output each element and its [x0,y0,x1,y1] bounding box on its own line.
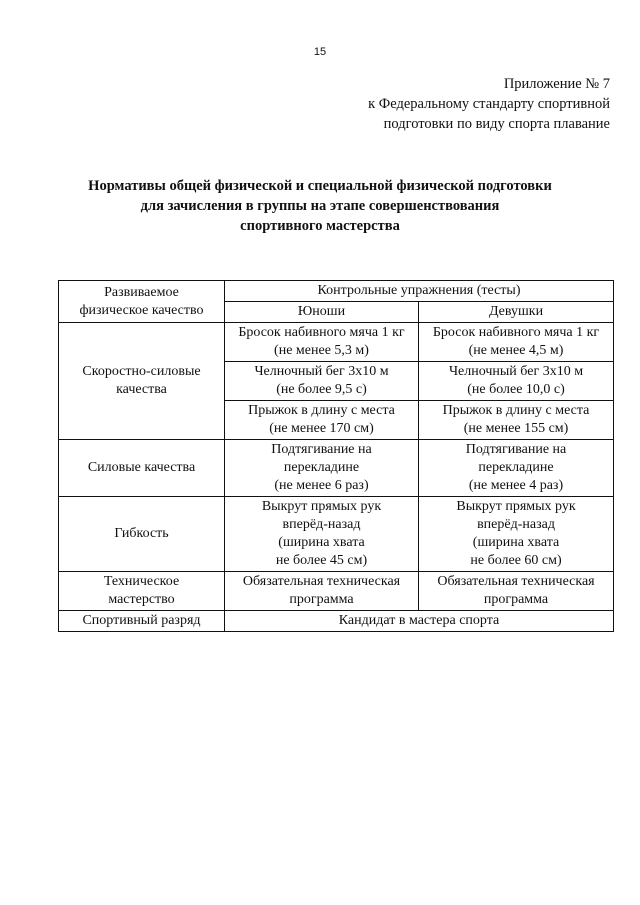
table-row [59,572,614,611]
header-girls-cell: Девушки [419,302,614,323]
quality-flexibility-cell: Гибкость [59,497,225,572]
norms-table [58,280,614,632]
document-title [0,176,640,236]
appendix-reference [368,74,610,134]
header-boys-cell: Юноши [225,302,419,323]
table-row [59,440,614,497]
table-row [59,497,614,572]
girls-long-jump-cell: Прыжок в длину с места (не менее 155 см) [419,401,614,440]
table-header-row [59,281,614,302]
boys-arm-twist-cell: Выкрут прямых рук вперёд-назад (ширина хвата не более 45 см) [225,497,419,572]
quality-speed-strength-cell: Скоростно-силовые качества [59,323,225,440]
boys-shuttle-run-cell: Челночный бег 3х10 м (не более 9,5 с) [225,362,419,401]
header-tests-cell: Контрольные упражнения (тесты) [225,281,614,302]
girls-shuttle-run-cell: Челночный бег 3х10 м (не более 10,0 с) [419,362,614,401]
quality-technique-cell: Техническое мастерство [59,572,225,611]
table-row [59,323,614,362]
title-line-3: спортивного мастерства [240,218,400,234]
boys-medicine-ball-cell: Бросок набивного мяча 1 кг (не менее 5,3 м) [225,323,419,362]
rank-value-cell: Кандидат в мастера спорта [225,611,614,632]
page-number: 15 [313,46,327,58]
boys-technique-cell: Обязательная техническая программа [225,572,419,611]
appendix-line-2: к Федеральному стандарту спортивной [368,96,610,112]
girls-technique-cell: Обязательная техническая программа [419,572,614,611]
header-quality-cell: Развиваемое физическое качество [59,281,225,323]
boys-long-jump-cell: Прыжок в длину с места (не менее 170 см) [225,401,419,440]
title-line-2: для зачисления в группы на этапе совершенствования [140,198,500,214]
quality-strength-cell: Силовые качества [59,440,225,497]
table-row [59,611,614,632]
quality-rank-cell: Спортивный разряд [59,611,225,632]
girls-medicine-ball-cell: Бросок набивного мяча 1 кг (не менее 4,5 м) [419,323,614,362]
appendix-line-1: Приложение № 7 [503,76,610,92]
boys-pullup-cell: Подтягивание на перекладине (не менее 6 раз) [225,440,419,497]
girls-arm-twist-cell: Выкрут прямых рук вперёд-назад (ширина хвата не более 60 см) [419,497,614,572]
title-line-1: Нормативы общей физической и специальной физической подготовки [88,178,552,194]
girls-pullup-cell: Подтягивание на перекладине (не менее 4 раз) [419,440,614,497]
appendix-line-3: подготовки по виду спорта плавание [383,116,610,132]
